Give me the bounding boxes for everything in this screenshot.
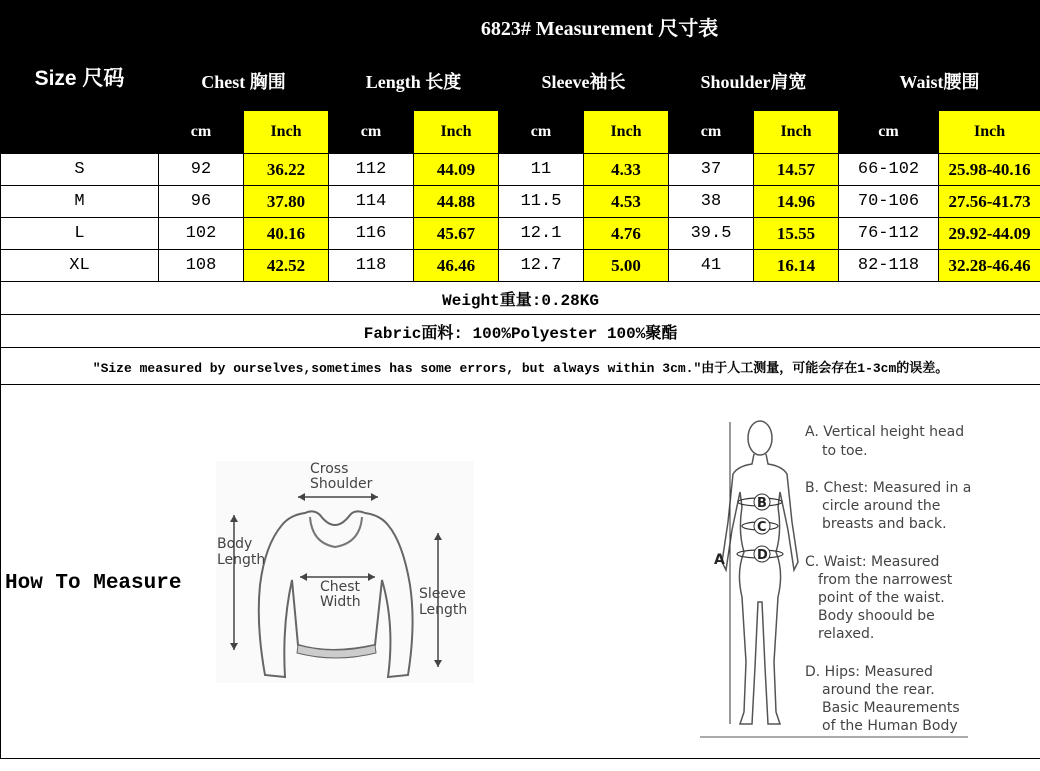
unit-cm: cm [499, 111, 584, 154]
unit-inch: Inch [414, 111, 499, 154]
sleeve-header: Sleeve袖长 [499, 52, 669, 111]
cell-shoulder-cm: 41 [669, 250, 754, 282]
note-c-line2: from the narrowest [818, 572, 953, 588]
cell-length-inch: 44.88 [414, 186, 499, 218]
figure-head [748, 421, 772, 455]
cell-waist-inch: 27.56-41.73 [939, 186, 1040, 218]
cell-length-inch: 46.46 [414, 250, 499, 282]
unit-cm: cm [669, 111, 754, 154]
cell-shoulder-cm: 38 [669, 186, 754, 218]
note-c-line1: C. Waist: Measured [805, 554, 940, 570]
note-d-line4: of the Human Body [822, 718, 958, 734]
cell-waist-inch: 32.28-46.46 [939, 250, 1040, 282]
waist-header: Waist腰围 [839, 52, 1040, 111]
size-label: M [1, 186, 159, 218]
table-row [1, 250, 1040, 282]
how-to-measure-label: How To Measure [5, 572, 182, 595]
table-title: 6823# Measurement 尺寸表 [159, 1, 1040, 52]
note-d-line1: D. Hips: Measured [805, 664, 933, 680]
table-row [1, 218, 1040, 250]
unit-inch: Inch [584, 111, 669, 154]
marker-c-label: C [757, 520, 767, 535]
size-label: XL [1, 250, 159, 282]
sleeve-length-label-line1: Sleeve [419, 586, 466, 602]
cell-waist-inch: 29.92-44.09 [939, 218, 1040, 250]
sleeve-length-label-line2: Length [419, 602, 468, 618]
chest-header: Chest 胸围 [159, 52, 329, 111]
cell-length-cm: 112 [329, 154, 414, 186]
cell-shoulder-cm: 37 [669, 154, 754, 186]
cell-sleeve-cm: 11.5 [499, 186, 584, 218]
cell-waist-cm: 82-118 [839, 250, 939, 282]
unit-inch: Inch [244, 111, 329, 154]
cell-waist-cm: 70-106 [839, 186, 939, 218]
table-row [1, 186, 1040, 218]
cell-chest-inch: 42.52 [244, 250, 329, 282]
cell-chest-inch: 40.16 [244, 218, 329, 250]
cell-length-inch: 45.67 [414, 218, 499, 250]
size-label: L [1, 218, 159, 250]
cell-chest-cm: 102 [159, 218, 244, 250]
cell-waist-cm: 66-102 [839, 154, 939, 186]
unit-cm: cm [159, 111, 244, 154]
note-d-line2: around the rear. [822, 682, 935, 698]
body-diagram [700, 412, 975, 742]
cell-shoulder-inch: 14.57 [754, 154, 839, 186]
weight-note: Weight重量:0.28KG [1, 282, 1040, 315]
cross-shoulder-label-line2: Shoulder [310, 476, 373, 492]
cell-sleeve-inch: 4.76 [584, 218, 669, 250]
cell-sleeve-cm: 11 [499, 154, 584, 186]
table-row [1, 154, 1040, 186]
garment-diagram [210, 455, 480, 690]
note-d-line3: Basic Meaurements [822, 700, 960, 716]
chest-width-label-line2: Width [320, 594, 361, 610]
cell-shoulder-inch: 15.55 [754, 218, 839, 250]
cell-chest-cm: 96 [159, 186, 244, 218]
shoulder-header: Shoulder肩宽 [669, 52, 839, 111]
unit-cm: cm [329, 111, 414, 154]
cell-chest-cm: 108 [159, 250, 244, 282]
body-length-label-line1: Body [217, 536, 253, 552]
cell-chest-inch: 36.22 [244, 154, 329, 186]
unit-inch: Inch [939, 111, 1040, 154]
cell-shoulder-cm: 39.5 [669, 218, 754, 250]
cell-sleeve-cm: 12.7 [499, 250, 584, 282]
measurement-error-remark: "Size measured by ourselves,sometimes has some errors, but always within 3cm."由于人工测量，可能会存在1-3cm的误差。 [1, 348, 1040, 385]
cell-waist-inch: 25.98-40.16 [939, 154, 1040, 186]
chest-width-label-line1: Chest [320, 579, 361, 595]
cell-length-inch: 44.09 [414, 154, 499, 186]
marker-a-label: A [714, 552, 725, 568]
size-label: S [1, 154, 159, 186]
cell-shoulder-inch: 16.14 [754, 250, 839, 282]
cell-shoulder-inch: 14.96 [754, 186, 839, 218]
cell-length-cm: 114 [329, 186, 414, 218]
cell-sleeve-inch: 4.33 [584, 154, 669, 186]
note-c-line5: relaxed. [818, 626, 875, 642]
note-c-line3: point of the waist. [818, 590, 945, 606]
length-header: Length 长度 [329, 52, 499, 111]
size-column-header: Size 尺码 [1, 1, 159, 154]
cross-shoulder-label-line1: Cross [310, 461, 349, 477]
cell-sleeve-inch: 5.00 [584, 250, 669, 282]
fabric-note: Fabric面料: 100%Polyester 100%聚酯 [1, 315, 1040, 348]
cell-length-cm: 116 [329, 218, 414, 250]
note-b-line2: circle around the [822, 498, 941, 514]
cell-chest-cm: 92 [159, 154, 244, 186]
cell-sleeve-cm: 12.1 [499, 218, 584, 250]
marker-b-label: B [757, 496, 767, 511]
note-a-line1: A. Vertical height head [805, 424, 965, 440]
marker-d-label: D [757, 548, 768, 563]
cell-length-cm: 118 [329, 250, 414, 282]
note-c-line4: Body shoould be [818, 608, 935, 624]
unit-cm: cm [839, 111, 939, 154]
note-b-line1: B. Chest: Measured in a [805, 480, 972, 496]
note-a-line2: to toe. [822, 443, 868, 459]
note-b-line3: breasts and back. [822, 516, 947, 532]
body-length-label-line2: Length [217, 552, 266, 568]
cell-sleeve-inch: 4.53 [584, 186, 669, 218]
cell-waist-cm: 76-112 [839, 218, 939, 250]
unit-inch: Inch [754, 111, 839, 154]
cell-chest-inch: 37.80 [244, 186, 329, 218]
